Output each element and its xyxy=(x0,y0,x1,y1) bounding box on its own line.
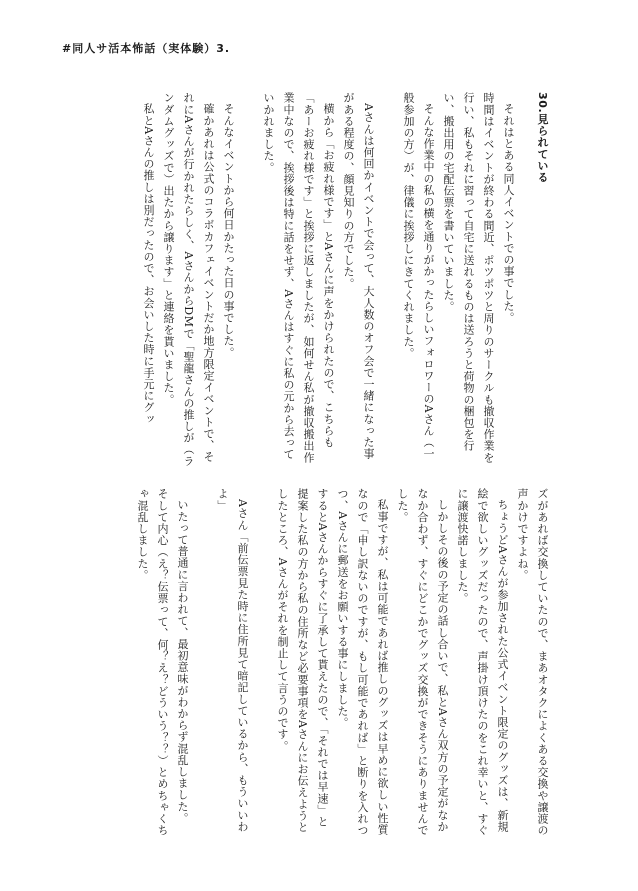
paragraph: 私事ですが、私は可能であれば推しのグッズは早めに欲しい性質なので「申し訳ないのですが、もし可能であれば」と断りを入れつつ、Aさんに郵送をお願いする事にしました。 xyxy=(336,488,389,836)
blank-line xyxy=(192,488,212,838)
text-block-top xyxy=(72,92,552,467)
paragraph: 時間はイベントが終わる間近、ポツポツと周りのサークルも撤収作業を行い、私もそれに習って自宅に送れるものは送ろうと荷物の梱包を行い、搬出用の宅配伝票を書いていました。 xyxy=(442,92,495,464)
paragraph: それはとある同人イベントでの事でした。 xyxy=(502,103,515,324)
paragraph: そんなイベントから何日かたった日の事でした。 xyxy=(222,103,235,359)
paragraph: そして内心（え？伝票って、何？え？どういう？？）とめちゃくちゃ混乱しました。 xyxy=(136,488,169,836)
text-block-bottom xyxy=(82,488,552,838)
paragraph: そんな作業中の私の横を通りがかったらしいフォロワーのAさん（一般参加の方）が、律儀に挨拶しにきてくれました。 xyxy=(402,92,435,460)
chapter-title: 30.見られている xyxy=(536,92,549,183)
paragraph: いたって普通に言われて、最初意味がわからず混乱しました。 xyxy=(176,499,189,824)
paragraph: 私とAさんの推しは別だったので、お会いした時に手元にグッ xyxy=(142,103,155,425)
paragraph: 確かあれは公式のコラボカフェイベントだか地方限定イベントで、それにAさんが行かれたらしく、AさんからDMで「聖龍さんの推しが（ランダムグッズで）出たから譲ります」と連絡を貰いました。 xyxy=(162,92,215,467)
paragraph: Aさんは何回かイベントで会って、大人数のオフ会で一緒になった事がある程度の、顔見知りの方でした。 xyxy=(342,92,375,460)
blank-line xyxy=(378,92,398,467)
paragraph: ズがあれば交換していたので、まあオタクによくある交換や譲渡の声かけですよね。 xyxy=(516,488,549,836)
page-header: #同人サ活本怖話（実体験）3. xyxy=(62,42,231,55)
paragraph: Aさん「前伝票見た時に住所見て暗記しているから、もういいわよ」 xyxy=(216,488,249,833)
paragraph: しかしその後の予定の話し合いで、私とAさん双方の予定がなかなか合わず、すぐにどこかでグッズ交換ができそうにありませんでした。 xyxy=(396,488,449,836)
paragraph: するとAさんからすぐに了承して貰えたので、「それでは早速」と提案した私の方から私の住所など必要事項をAさんにお伝えようとしたところ、Aさんがそれを制止して言うのです。 xyxy=(276,488,329,833)
paragraph: ちょうどAさんが参加された公式イベント限定のグッズは、新規絵で欲しいグッズだったので、声掛け頂けたのをこれ幸いと、すぐに譲渡快諾しました。 xyxy=(456,488,509,836)
blank-line xyxy=(238,92,258,467)
paragraph: 横から「お疲れ様です」とAさんに声をかけられたので、こちらも「あーお疲れ様です」と挨拶に返しましたが、如何せん私が撤収搬出作業中なので、挨拶後は特に話をせず、Aさんはすぐに私の元から去っていかれました。 xyxy=(262,92,335,464)
blank-line xyxy=(252,488,272,838)
